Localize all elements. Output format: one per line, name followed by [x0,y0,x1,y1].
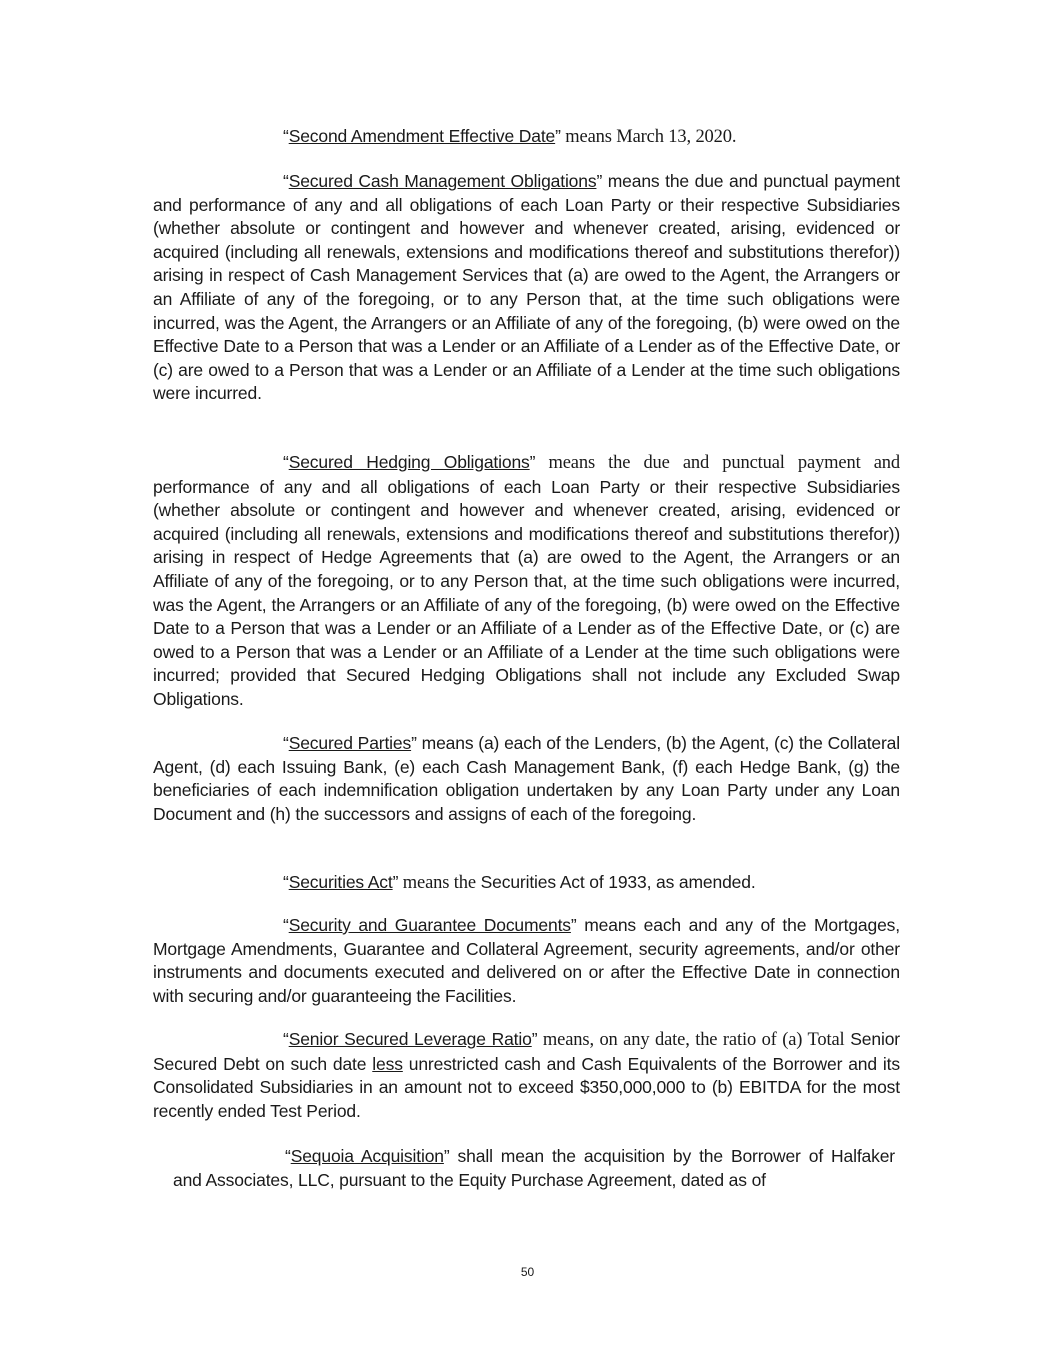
open-quote: “ [283,452,289,472]
definition-text-serif: means, on any date, the ratio of (a) Total [537,1030,845,1050]
definition-text: performance of any and all obligations of each Loan Party or their respective Subsidiaries (whether absolute or contingent and however and whenever created, arising, evidenced or acquired (including all renewals, extensions and modifications thereof and substitutions therefor)) arising in respect of Hedge Agreements that (a) are owed to the Agent, the Arrangers or an Affiliate of any of the foregoing, or to any Person that, at the time such obligations were incurred, was the Agent, the Arrangers or an Affiliate of any of the foregoing, (b) were owed on the Effective Date to a Person that was a Lender or an Affiliate of a Lender as of the Effective Date, or (c) are owed to a Person that was a Lender or an Affiliate of a Lender at the time such obligations were incurred; provided that Secured Hedging Obligations shall not include any Excluded Swap Obligations. [153,476,900,709]
close-quote: ” [555,126,561,146]
open-quote: “ [283,171,289,191]
open-quote: “ [283,872,289,892]
definition-text: means (a) each of the Lenders, (b) the Agent, (c) the Collateral Agent, (d) each Issuing Bank, (e) each Cash Management Bank, (f) each Hedge Bank, (g) the beneficiaries of each indemnification obligation undertaken by any Loan Party under any Loan Document and (h) the successors and assigns of each of the foregoing. [153,733,900,824]
less-word: less [372,1053,403,1074]
close-quote: ” [531,1029,538,1049]
definition-secured-parties [153,732,900,826]
defined-term: Senior Secured Leverage Ratio [288,1029,532,1049]
close-quote: ” [596,171,603,191]
definition-text-serif: means the [398,873,476,893]
definition-text: means each and any of the Mortgages, Mortgage Amendments, Guarantee and Collateral Agreement, security agreements, and/or other instruments and documents executed and delivered on or after the Effective Date in connection with securing and/or guaranteeing the Facilities. [153,915,900,1006]
open-quote: “ [283,126,289,146]
defined-term: Securities Act [288,872,393,892]
defined-term: Secured Hedging Obligations [288,452,530,472]
definition-second-amendment-effective-date [153,125,900,150]
page-number: 50 [520,1265,535,1279]
definition-text: means March 13, 2020. [560,127,737,147]
open-quote: “ [283,733,289,753]
open-quote: “ [285,1146,291,1166]
defined-term: Secured Parties [288,733,412,753]
definition-text: Securities Act of 1933, as amended. [475,872,756,892]
close-quote: ” [570,915,577,935]
defined-term: Second Amendment Effective Date [288,126,556,146]
close-quote: ” [411,733,417,753]
definition-secured-hedging-obligations [153,451,900,712]
defined-term: Secured Cash Management Obligations [288,171,597,191]
definition-text: means the due and punctual payment and performance of any and all obligations of each Loan Party or their respective Subsidiaries (whether absolute or contingent and however and whenever created, arising, evidenced or acquired (including all renewals, extensions and modifications thereof and substitutions therefor)) arising in respect of Cash Management Services that (a) are owed to the Agent, the Arrangers or an Affiliate of any of the foregoing, or to any Person that, at the time such obligations were incurred, was the Agent, the Arrangers or an Affiliate of any of the foregoing, (b) were owed on the Effective Date to a Person that was a Lender or an Affiliate of a Lender as of the Effective Date, or (c) are owed to a Person that was a Lender or an Affiliate of a Lender at the time such obligations were incurred. [153,171,900,404]
definition-security-and-guarantee-documents [153,914,900,1008]
close-quote: ” [443,1146,450,1166]
definition-securities-act [153,871,900,896]
defined-term: Security and Guarantee Documents [288,915,571,935]
defined-term: Sequoia Acquisition [290,1146,444,1166]
definition-text: unrestricted cash and Cash Equivalents of the Borrower and its Consolidated Subsidiaries in an amount not to exceed $350,000,000 to (b) EBITDA for the most recently ended Test Period. [153,1053,900,1121]
definition-text: shall mean the acquisition by the Borrower of Halfaker and Associates, LLC, pursuant to the Equity Purchase Agreement, dated as of [173,1146,895,1190]
definition-text-serif: means the due and punctual payment and [535,453,900,473]
open-quote: “ [283,915,289,935]
definition-secured-cash-management-obligations [153,170,900,406]
open-quote: “ [283,1029,289,1049]
definition-sequoia-acquisition [173,1145,895,1192]
definition-text-before-less: Senior Secured Debt on such date [153,1029,900,1074]
close-quote: ” [529,452,536,472]
definition-senior-secured-leverage-ratio [153,1028,900,1123]
close-quote: ” [392,872,399,892]
